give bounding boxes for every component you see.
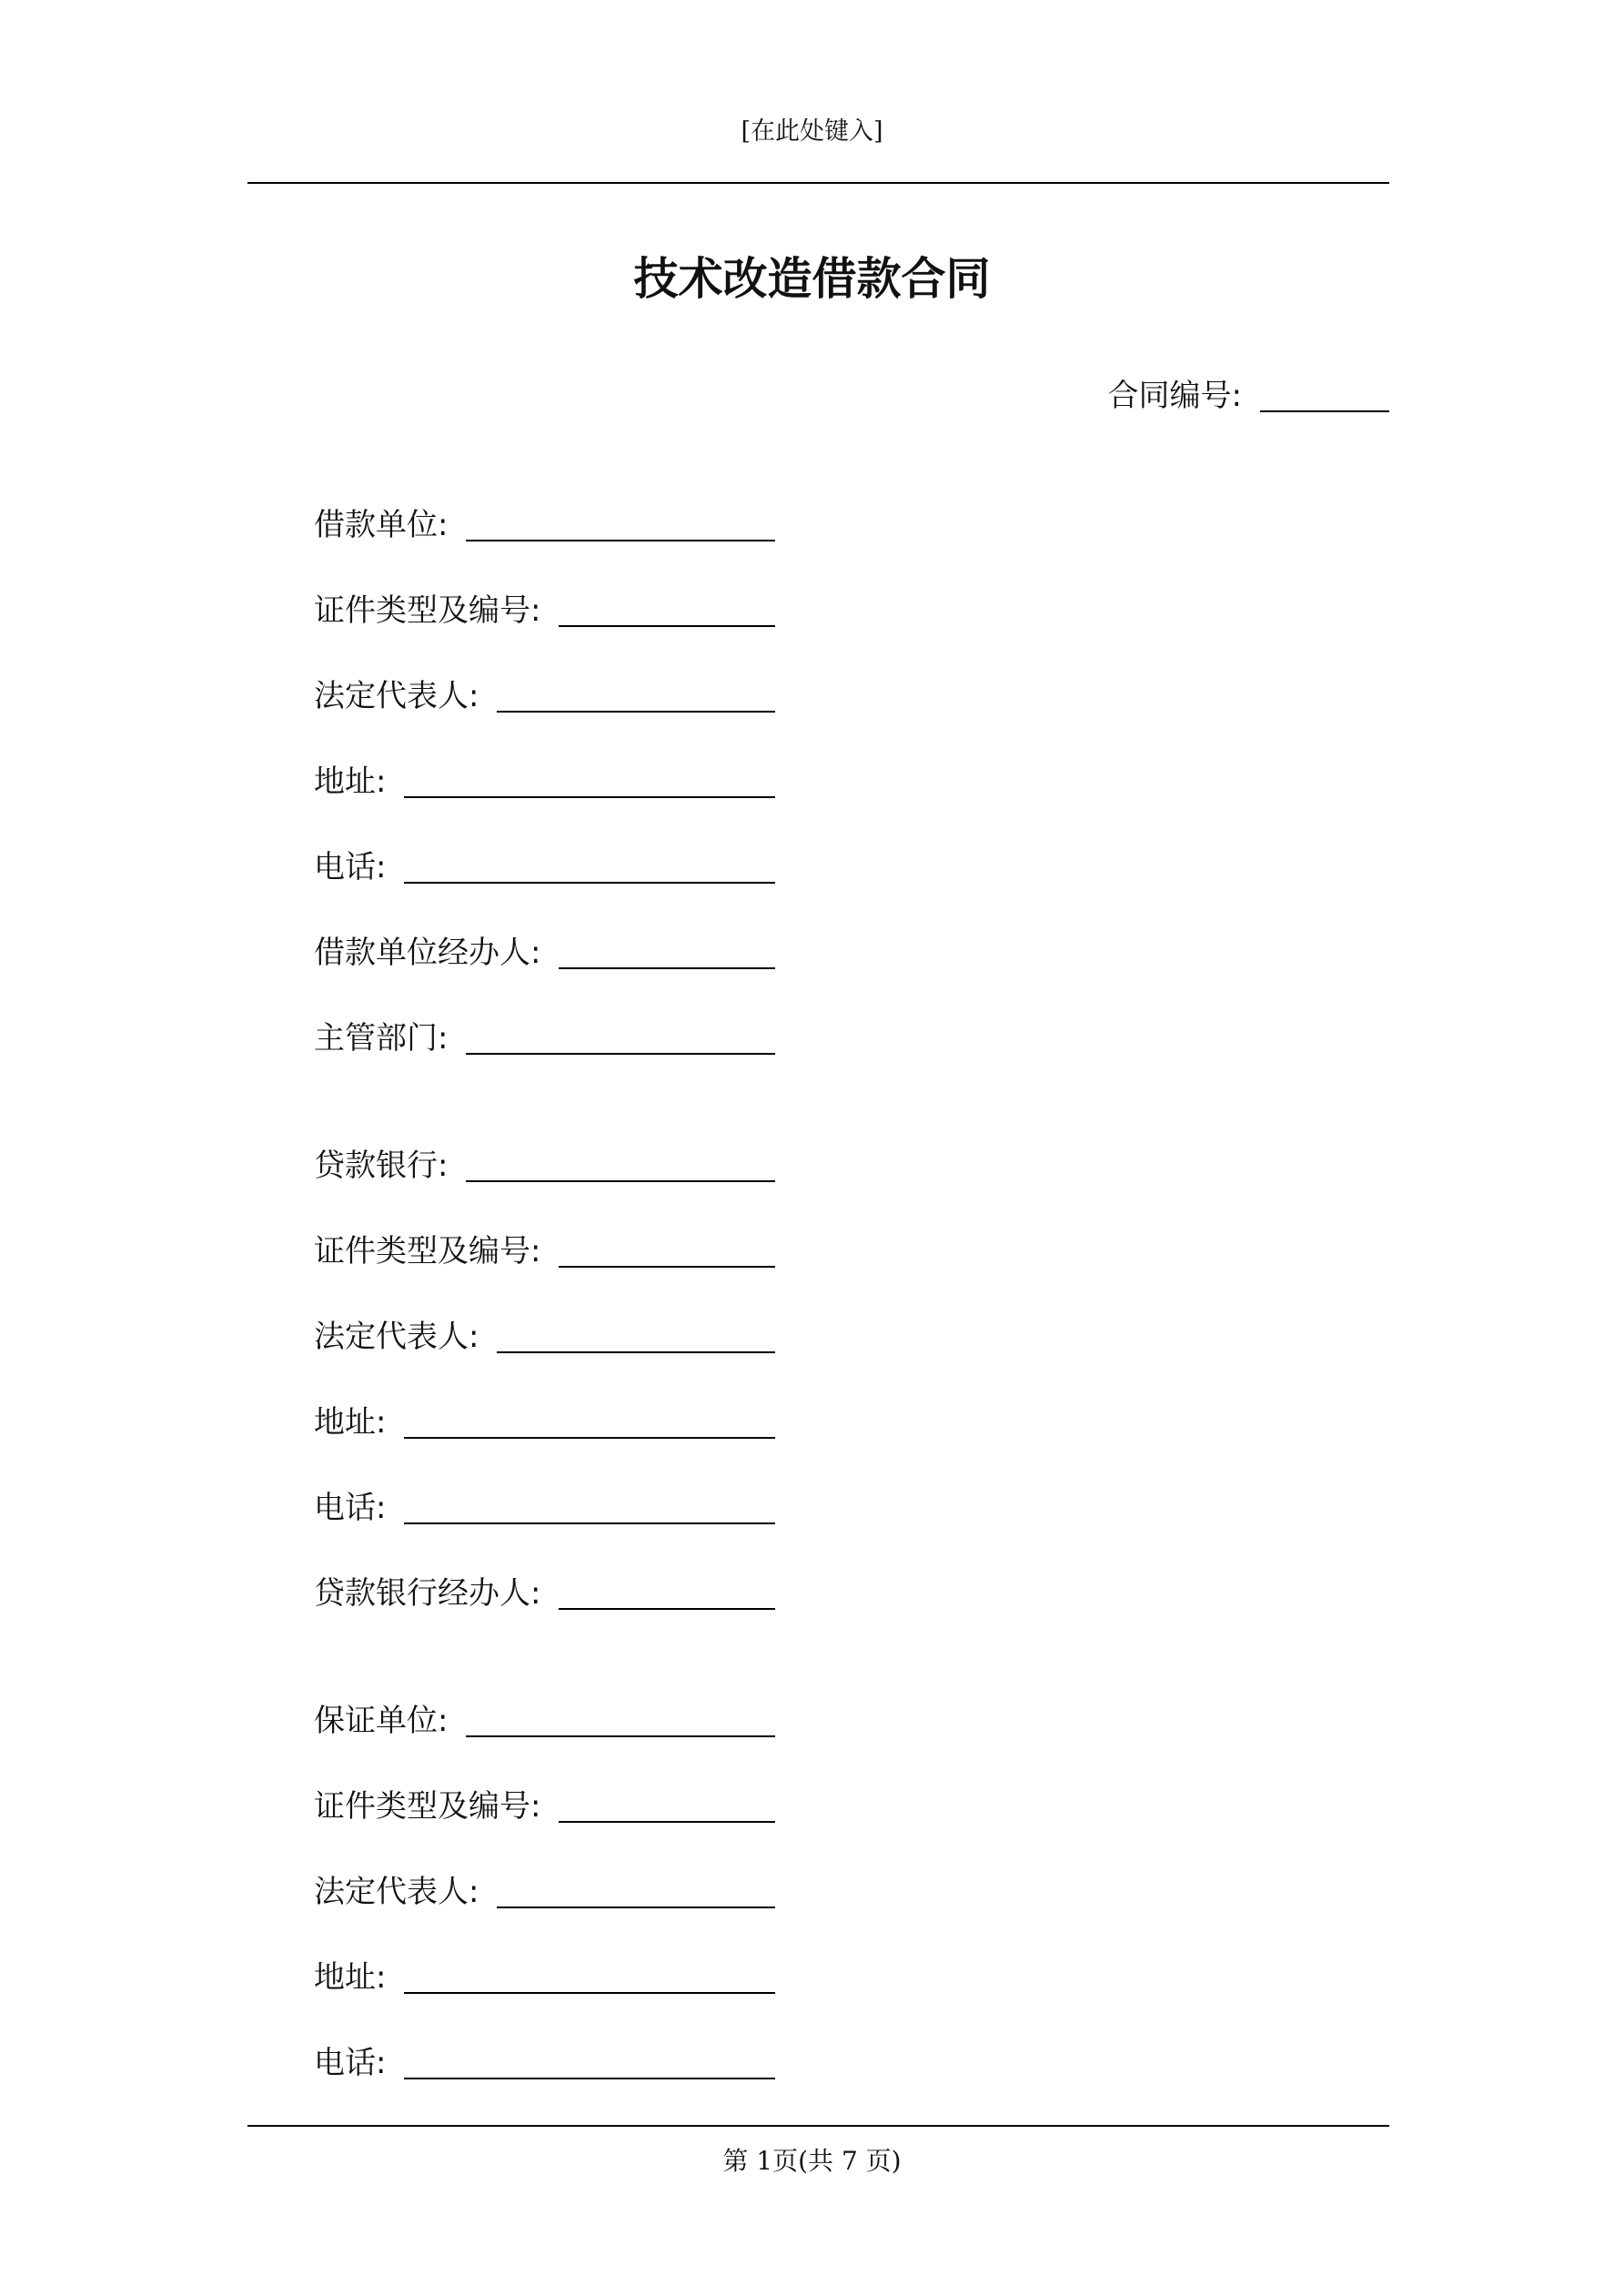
guarantor-unit-label: 保证单位: (314, 1703, 449, 1739)
footer-divider (247, 2125, 1389, 2127)
page-number: 第 1页(共 7 页) (722, 2146, 902, 2176)
lender-bank-blank[interactable] (466, 1180, 775, 1182)
guarantor-address-label: 地址: (314, 1959, 387, 1996)
guarantor-id-type-field (314, 1784, 775, 1829)
borrower-id-type-blank[interactable] (559, 625, 775, 627)
guarantor-address-field (314, 1955, 775, 2000)
borrower-phone-field (314, 845, 775, 890)
borrower-authority-blank[interactable] (466, 1053, 775, 1055)
contract-number-label: 合同编号: (1107, 378, 1242, 414)
guarantor-id-type-label: 证件类型及编号: (314, 1788, 541, 1825)
borrower-address-field (314, 759, 775, 804)
borrower-unit-label: 借款单位: (314, 507, 449, 543)
borrower-legal-rep-blank[interactable] (497, 711, 775, 713)
guarantor-unit-blank[interactable] (466, 1735, 775, 1737)
lender-legal-rep-field (314, 1314, 775, 1360)
borrower-id-type-label: 证件类型及编号: (314, 592, 541, 629)
contract-number-field (1108, 373, 1389, 419)
guarantor-phone-label: 电话: (314, 2045, 387, 2081)
borrower-legal-rep-label: 法定代表人: (314, 678, 479, 714)
lender-address-blank[interactable] (404, 1437, 775, 1439)
lender-legal-rep-label: 法定代表人: (314, 1319, 479, 1355)
borrower-address-label: 地址: (314, 764, 387, 800)
lender-legal-rep-blank[interactable] (497, 1351, 775, 1353)
header-divider (247, 182, 1389, 184)
borrower-authority-field (314, 1016, 775, 1061)
borrower-handler-label: 借款单位经办人: (314, 935, 541, 971)
lender-phone-field (314, 1485, 775, 1531)
header-placeholder[interactable]: [在此处键入] (741, 117, 883, 146)
lender-handler-blank[interactable] (559, 1608, 775, 1610)
lender-handler-label: 贷款银行经办人: (314, 1575, 541, 1612)
contract-number-blank[interactable] (1260, 410, 1389, 412)
lender-bank-field (314, 1143, 775, 1188)
lender-address-field (314, 1400, 775, 1445)
lender-address-label: 地址: (314, 1404, 387, 1441)
page-title: 技术改造借款合同 (633, 252, 991, 305)
guarantor-legal-rep-blank[interactable] (497, 1907, 775, 1908)
guarantor-address-blank[interactable] (404, 1992, 775, 1994)
guarantor-phone-field (314, 2040, 775, 2086)
lender-bank-label: 贷款银行: (314, 1148, 449, 1184)
borrower-unit-field (314, 502, 775, 548)
guarantor-legal-rep-label: 法定代表人: (314, 1874, 479, 1910)
guarantor-unit-field (314, 1698, 775, 1744)
guarantor-legal-rep-field (314, 1869, 775, 1915)
borrower-id-type-field (314, 588, 775, 633)
lender-phone-label: 电话: (314, 1490, 387, 1526)
borrower-handler-field (314, 930, 775, 976)
borrower-address-blank[interactable] (404, 796, 775, 798)
lender-id-type-blank[interactable] (559, 1266, 775, 1268)
borrower-unit-blank[interactable] (466, 540, 775, 541)
borrower-phone-label: 电话: (314, 849, 387, 885)
lender-handler-field (314, 1571, 775, 1616)
lender-id-type-field (314, 1229, 775, 1274)
borrower-handler-blank[interactable] (559, 967, 775, 969)
borrower-authority-label: 主管部门: (314, 1020, 449, 1057)
lender-phone-blank[interactable] (404, 1522, 775, 1524)
borrower-phone-blank[interactable] (404, 882, 775, 884)
guarantor-id-type-blank[interactable] (559, 1821, 775, 1823)
lender-id-type-label: 证件类型及编号: (314, 1233, 541, 1269)
guarantor-phone-blank[interactable] (404, 2078, 775, 2079)
borrower-legal-rep-field (314, 673, 775, 719)
